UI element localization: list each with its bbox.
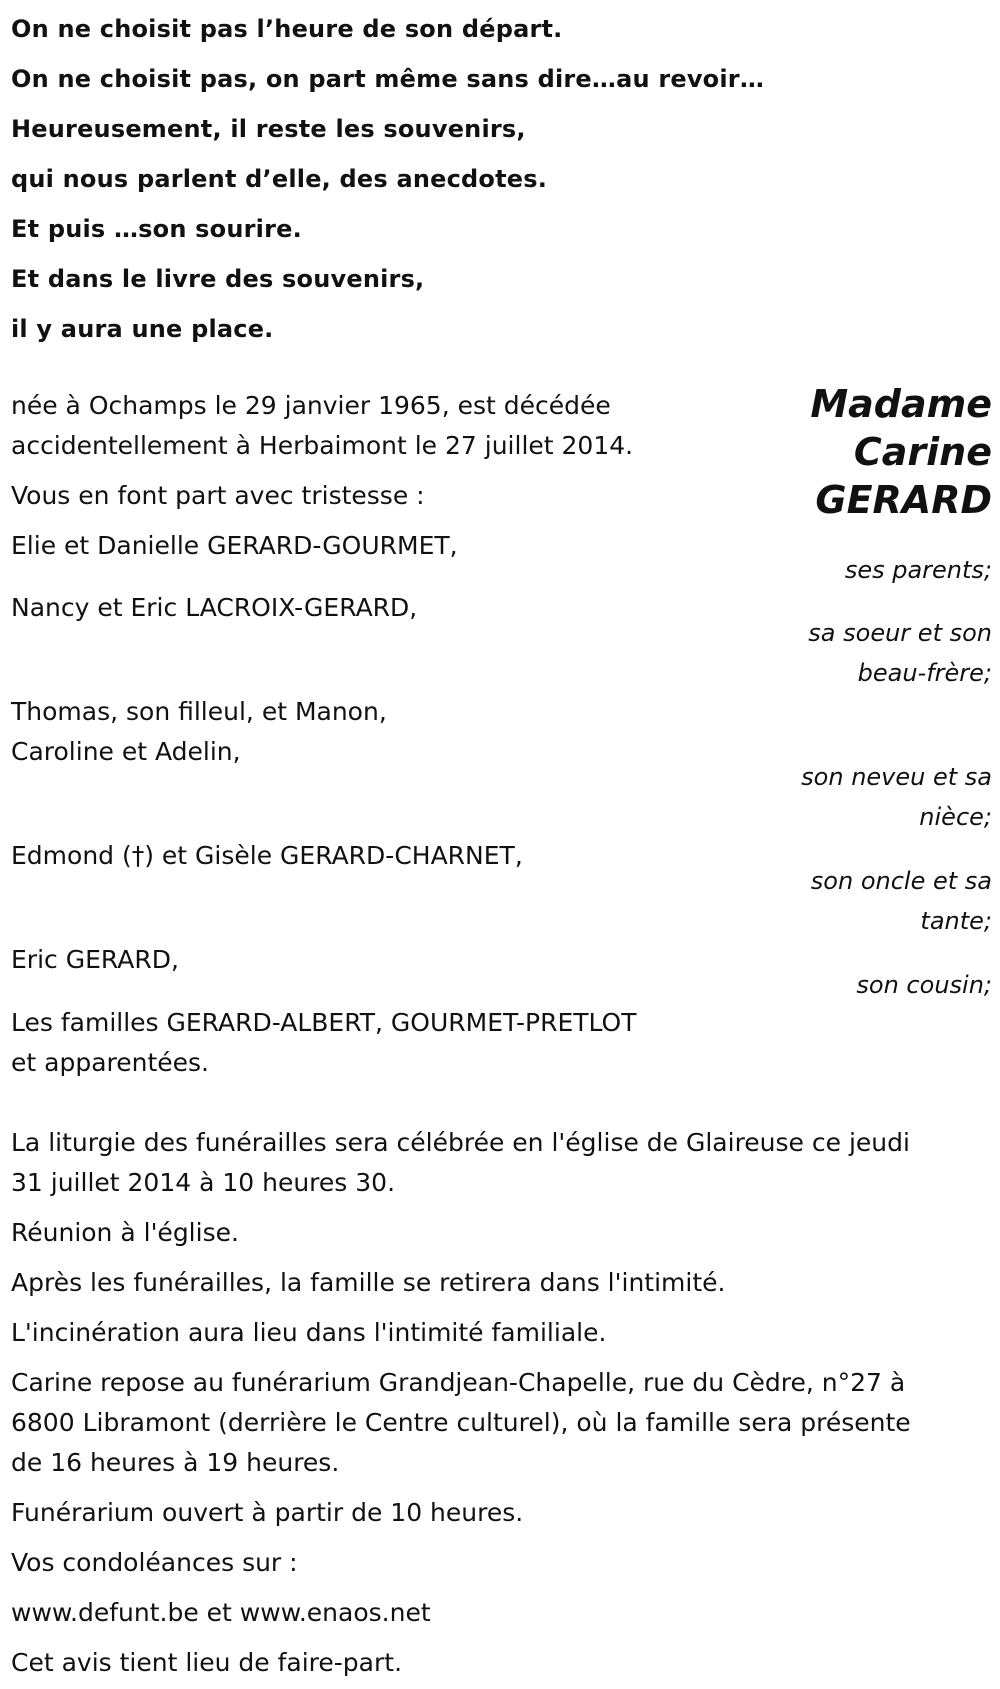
relation-sister-2: beau-frère; bbox=[857, 659, 992, 687]
meeting-line: Réunion à l'église. bbox=[11, 1218, 239, 1247]
poem-line: il y aura une place. bbox=[11, 315, 274, 343]
cremation-line: L'incinération aura lieu dans l'intimité familiale. bbox=[11, 1318, 607, 1347]
family-names-cousin: Eric GERARD, bbox=[11, 945, 179, 974]
liturgy-line-2: 31 juillet 2014 à 10 heures 30. bbox=[11, 1168, 396, 1197]
family-names-nephew-2: Caroline et Adelin, bbox=[11, 737, 241, 766]
poem-line: qui nous parlent d’elle, des anecdotes. bbox=[11, 165, 548, 193]
notice-line: Cet avis tient lieu de faire-part. bbox=[11, 1648, 403, 1677]
funeral-home-line: Carine repose au funérarium Grandjean-Chapelle, rue du Cèdre, n°27 à bbox=[11, 1368, 906, 1397]
poem bbox=[11, 4, 971, 354]
liturgy-line: La liturgie des funérailles sera célébrée en l'église de Glaireuse ce jeudi bbox=[11, 1128, 910, 1157]
death-line: accidentellement à Herbaimont le 27 juillet 2014. bbox=[11, 431, 634, 460]
family-names-parents: Elie et Danielle GERARD-GOURMET, bbox=[11, 531, 458, 560]
relation-uncle-2: tante; bbox=[920, 907, 992, 935]
opening-line: Funérarium ouvert à partir de 10 heures. bbox=[11, 1498, 524, 1527]
relation-uncle: son oncle et sa bbox=[810, 867, 992, 895]
deceased-name bbox=[692, 380, 992, 524]
relation-nephew: son neveu et sa bbox=[801, 763, 992, 791]
family-names-sister: Nancy et Eric LACROIX-GERARD, bbox=[11, 593, 418, 622]
birth-line: née à Ochamps le 29 janvier 1965, est décédée bbox=[11, 391, 611, 420]
relation-parents: ses parents; bbox=[844, 556, 992, 584]
poem-line: Et puis …son sourire. bbox=[11, 215, 302, 243]
announcement-intro: Vous en font part avec tristesse : bbox=[11, 481, 425, 510]
family-names-uncle: Edmond (†) et Gisèle GERARD-CHARNET, bbox=[11, 841, 523, 870]
family-names-families-2: et apparentées. bbox=[11, 1048, 209, 1077]
websites-line: www.defunt.be et www.enaos.net bbox=[11, 1598, 431, 1627]
relation-sister: sa soeur et son bbox=[808, 619, 992, 647]
relation-cousin: son cousin; bbox=[856, 971, 992, 999]
poem-line: Heureusement, il reste les souvenirs, bbox=[11, 115, 526, 143]
funeral-home-line-2: 6800 Libramont (derrière le Centre culturel), où la famille sera présente bbox=[11, 1408, 911, 1437]
funeral-home-line-3: de 16 heures à 19 heures. bbox=[11, 1448, 340, 1477]
condolences-intro: Vos condoléances sur : bbox=[11, 1548, 298, 1577]
after-line: Après les funérailles, la famille se retirera dans l'intimité. bbox=[11, 1268, 726, 1297]
family-names-nephew: Thomas, son filleul, et Manon, bbox=[11, 697, 387, 726]
deceased-title: Madame bbox=[810, 382, 992, 426]
poem-line: On ne choisit pas, on part même sans dire…au revoir… bbox=[11, 65, 765, 93]
poem-line: On ne choisit pas l’heure de son départ. bbox=[11, 15, 563, 43]
relation-nephew-2: nièce; bbox=[919, 803, 992, 831]
deceased-last-name: GERARD bbox=[815, 478, 992, 522]
poem-line: Et dans le livre des souvenirs, bbox=[11, 265, 425, 293]
family-names-families: Les familles GERARD-ALBERT, GOURMET-PRETLOT bbox=[11, 1008, 637, 1037]
deceased-first-name: Carine bbox=[853, 430, 992, 474]
